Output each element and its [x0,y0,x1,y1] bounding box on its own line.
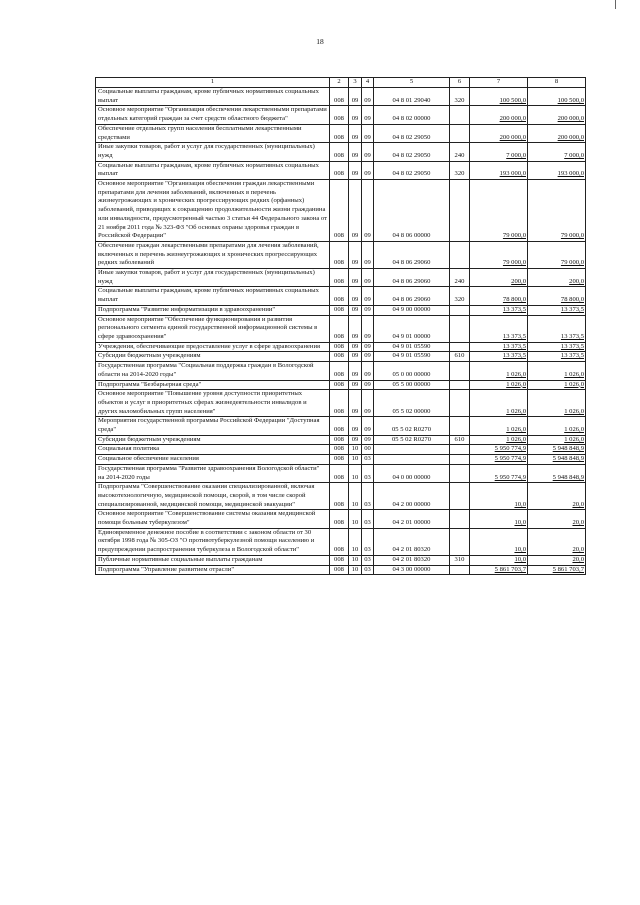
target-article-cell: 04 2 00 00000 [374,483,450,510]
row-name-cell: Подпрограмма "Совершенствование оказания специализированной, включая высокотехнологичную, медицинской помощи, скорой, в том числе скорой специализированной, медицинской помощи, медицинской эвакуации" [96,483,330,510]
row-name-cell: Основное мероприятие "Организация обеспечения лекарственными препаратами отдельных категорий граждан за счет средств областного бюджета" [96,106,330,124]
subsection-code-cell: 03 [362,510,374,528]
section-code-cell: 09 [349,241,362,268]
row-name-cell: Учреждения, обеспечивающие предоставление услуг в сфере здравоохранения [96,342,330,352]
amount-value: 20,0 [572,519,584,527]
amount-value: 1 026,0 [506,435,526,443]
target-article-cell: 04 3 00 00000 [374,565,450,575]
target-article-cell: 04 9 00 00000 [374,305,450,315]
grbs-code-cell: 008 [330,555,349,565]
expense-type-cell [450,362,470,380]
expense-type-cell: 310 [450,555,470,565]
subsection-code-cell: 09 [362,124,374,142]
row-name-cell: Социальное обеспечение населения [96,455,330,465]
expense-type-cell: 610 [450,352,470,362]
subsection-code-cell: 09 [362,315,374,342]
amount-value: 5 950 774,9 [494,445,526,453]
subsection-code-cell: 03 [362,565,374,575]
amount-year1-cell [470,464,528,482]
row-name-cell: Иные закупки товаров, работ и услуг для государственных (муниципальных) нужд [96,269,330,287]
amount-year2-cell [528,464,586,482]
row-name-cell: Мероприятия государственной программы Российской Федерации "Доступная среда" [96,417,330,435]
expense-type-cell: 320 [450,161,470,179]
target-article-cell: 04 2 01 80320 [374,528,450,555]
amount-value: 5 950 774,9 [494,455,526,463]
grbs-code-cell: 008 [330,455,349,465]
amount-year2-cell [528,305,586,315]
section-code-cell: 09 [349,88,362,106]
grbs-code-cell: 008 [330,510,349,528]
amount-value: 193 000,0 [557,170,584,178]
subsection-code-cell: 09 [362,161,374,179]
amount-value: 200 000,0 [499,115,526,123]
section-code-cell: 09 [349,287,362,305]
amount-value: 13 373,5 [560,352,584,360]
amount-year2-cell [528,315,586,342]
amount-year2-cell [528,269,586,287]
grbs-code-cell: 008 [330,88,349,106]
amount-year2-cell [528,565,586,575]
grbs-code-cell: 008 [330,380,349,390]
amount-value: 79 000,0 [560,259,584,267]
expense-type-cell [450,455,470,465]
table-row [96,380,586,390]
amount-year2-cell [528,455,586,465]
subsection-code-cell: 09 [362,143,374,161]
subsection-code-cell: 09 [362,88,374,106]
amount-year1-cell [470,352,528,362]
row-name-cell: Государственная программа "Социальная поддержка граждан в Вологодской области на 2014-2020 годы" [96,362,330,380]
amount-year1-cell [470,241,528,268]
header-cell: 3 [349,78,362,88]
expense-type-cell [450,445,470,455]
section-code-cell: 10 [349,483,362,510]
row-name-cell: Подпрограмма "Развитие информатизации в здравоохранении" [96,305,330,315]
table-row [96,305,586,315]
subsection-code-cell: 09 [362,241,374,268]
subsection-code-cell: 09 [362,380,374,390]
amount-value: 1 026,0 [506,370,526,378]
expense-type-cell [450,106,470,124]
section-code-cell: 10 [349,445,362,455]
target-article-cell: 05 5 02 R0270 [374,435,450,445]
page-number: 18 [316,37,324,46]
table-row [96,483,586,510]
amount-value: 79 000,0 [560,232,584,240]
target-article-cell: 04 2 01 00000 [374,510,450,528]
grbs-code-cell: 008 [330,143,349,161]
amount-value: 20,0 [572,555,584,563]
target-article-cell: 04 8 06 29060 [374,287,450,305]
grbs-code-cell: 008 [330,445,349,455]
amount-value: 13 373,5 [502,332,526,340]
amount-year2-cell [528,510,586,528]
expense-type-cell [450,483,470,510]
table-row [96,287,586,305]
header-cell: 4 [362,78,374,88]
amount-value: 1 026,0 [564,435,584,443]
header-cell: 6 [450,78,470,88]
expense-type-cell [450,464,470,482]
grbs-code-cell: 008 [330,342,349,352]
section-code-cell: 10 [349,455,362,465]
row-name-cell: Основное мероприятие "Повышение уровня доступности приоритетных объектов и услуг в приоритетных сферах жизнедеятельности инвалидов и других маломобильных групп населения" [96,390,330,417]
amount-value: 78 800,0 [502,296,526,304]
amount-year1-cell [470,565,528,575]
table-row [96,124,586,142]
grbs-code-cell: 008 [330,269,349,287]
target-article-cell: 05 0 00 00000 [374,362,450,380]
amount-year2-cell [528,528,586,555]
table-row [96,143,586,161]
expense-type-cell [450,305,470,315]
expense-type-cell [450,510,470,528]
subsection-code-cell: 09 [362,362,374,380]
amount-year2-cell [528,287,586,305]
table-row [96,510,586,528]
section-code-cell: 10 [349,528,362,555]
amount-value: 5 948 848,9 [552,455,584,463]
amount-value: 100 500,0 [499,96,526,104]
amount-year1-cell [470,362,528,380]
section-code-cell: 09 [349,352,362,362]
expense-type-cell: 610 [450,435,470,445]
amount-year2-cell [528,390,586,417]
table-row [96,565,586,575]
amount-year2-cell [528,435,586,445]
amount-year1-cell [470,435,528,445]
amount-year2-cell [528,143,586,161]
table-row [96,417,586,435]
amount-year2-cell [528,241,586,268]
table-body [96,88,586,575]
header-cell: 5 [374,78,450,88]
row-name-cell: Обеспечение отдельных групп населения бесплатными лекарственными средствами [96,124,330,142]
grbs-code-cell: 008 [330,362,349,380]
amount-year2-cell [528,555,586,565]
expense-type-cell: 240 [450,143,470,161]
section-code-cell: 09 [349,417,362,435]
amount-value: 1 026,0 [564,426,584,434]
amount-year1-cell [470,445,528,455]
table-row [96,390,586,417]
grbs-code-cell: 008 [330,483,349,510]
section-code-cell: 10 [349,565,362,575]
amount-value: 200 000,0 [557,115,584,123]
amount-year1-cell [470,106,528,124]
grbs-code-cell: 008 [330,417,349,435]
expense-type-cell: 240 [450,269,470,287]
amount-year2-cell [528,380,586,390]
grbs-code-cell: 008 [330,315,349,342]
row-name-cell: Социальные выплаты гражданам, кроме публичных нормативных социальных выплат [96,161,330,179]
grbs-code-cell: 008 [330,161,349,179]
target-article-cell [374,445,450,455]
header-cell: 8 [528,78,586,88]
amount-value: 200,0 [569,277,584,285]
amount-year2-cell [528,362,586,380]
amount-value: 13 373,5 [560,342,584,350]
table-row [96,161,586,179]
expense-type-cell: 320 [450,88,470,106]
subsection-code-cell: 09 [362,180,374,242]
amount-value: 5 950 774,9 [494,473,526,481]
target-article-cell: 04 8 06 29060 [374,241,450,268]
subsection-code-cell: 09 [362,417,374,435]
section-code-cell: 09 [349,269,362,287]
amount-value: 10,0 [514,546,526,554]
section-code-cell: 10 [349,464,362,482]
amount-value: 78 800,0 [560,296,584,304]
section-code-cell: 09 [349,362,362,380]
target-article-cell: 04 8 02 29050 [374,143,450,161]
amount-value: 7 000,0 [564,151,584,159]
expense-type-cell [450,565,470,575]
amount-value: 100 500,0 [557,96,584,104]
section-code-cell: 09 [349,315,362,342]
subsection-code-cell: 03 [362,483,374,510]
table-row [96,241,586,268]
subsection-code-cell: 03 [362,464,374,482]
grbs-code-cell: 008 [330,124,349,142]
expense-type-cell [450,380,470,390]
section-code-cell: 09 [349,390,362,417]
subsection-code-cell: 00 [362,445,374,455]
subsection-code-cell: 09 [362,287,374,305]
amount-value: 79 000,0 [502,232,526,240]
section-code-cell: 09 [349,143,362,161]
amount-value: 1 026,0 [506,380,526,388]
table-row [96,555,586,565]
page-corner-mark [615,0,616,9]
expense-type-cell: 320 [450,287,470,305]
grbs-code-cell: 008 [330,287,349,305]
row-name-cell: Обеспечение граждан лекарственными препаратами для лечения заболеваний, включенных в перечень жизнеугрожающих и хронических прогрессирующих редких заболеваний [96,241,330,268]
row-name-cell: Основное мероприятие "Организация обеспечения граждан лекарственными препаратами для лечения заболеваний, включенных в перечень жизнеугрожающих и хронических прогрессирующих редких (орфанных) заболеваний, приводящих к сокращению продолжительности жизни гражданина или инвалидности, предусмотренный частью 3 статьи 44 Федерального закона от 21 ноября 2011 года № 323-ФЗ "Об основах охраны здоровья граждан в Российской Федерации" [96,180,330,242]
amount-year1-cell [470,287,528,305]
expense-type-cell [450,315,470,342]
subsection-code-cell: 03 [362,555,374,565]
section-code-cell: 10 [349,510,362,528]
table-row [96,88,586,106]
amount-value: 5 948 848,9 [552,445,584,453]
amount-year1-cell [470,88,528,106]
header-row [96,78,586,88]
amount-year2-cell [528,417,586,435]
amount-value: 1 026,0 [564,380,584,388]
amount-year1-cell [470,269,528,287]
target-article-cell: 04 8 01 29040 [374,88,450,106]
amount-value: 20,0 [572,500,584,508]
amount-year1-cell [470,180,528,242]
grbs-code-cell: 008 [330,435,349,445]
amount-value: 1 026,0 [506,407,526,415]
subsection-code-cell: 09 [362,435,374,445]
amount-value: 1 026,0 [506,426,526,434]
section-code-cell: 09 [349,106,362,124]
section-code-cell: 09 [349,435,362,445]
amount-year1-cell [470,124,528,142]
expense-type-cell [450,342,470,352]
target-article-cell: 04 9 01 05590 [374,342,450,352]
subsection-code-cell: 09 [362,106,374,124]
table-row [96,269,586,287]
section-code-cell: 09 [349,380,362,390]
target-article-cell: 04 8 02 29050 [374,124,450,142]
row-name-cell: Социальная политика [96,445,330,455]
amount-year1-cell [470,390,528,417]
amount-value: 13 373,5 [502,352,526,360]
table-row [96,352,586,362]
amount-value: 1 026,0 [564,370,584,378]
target-article-cell: 04 2 01 80320 [374,555,450,565]
subsection-code-cell: 09 [362,342,374,352]
amount-year2-cell [528,106,586,124]
target-article-cell: 04 8 06 00000 [374,180,450,242]
row-name-cell: Социальные выплаты гражданам, кроме публичных нормативных социальных выплат [96,88,330,106]
amount-value: 10,0 [514,555,526,563]
grbs-code-cell: 008 [330,180,349,242]
target-article-cell: 04 8 06 29060 [374,269,450,287]
grbs-code-cell: 008 [330,241,349,268]
row-name-cell: Основное мероприятие "Совершенствование системы оказания медицинской помощи больным туберкулезом" [96,510,330,528]
target-article-cell: 05 5 00 00000 [374,380,450,390]
grbs-code-cell: 008 [330,565,349,575]
amount-value: 200,0 [511,277,526,285]
amount-year1-cell [470,342,528,352]
amount-value: 79 000,0 [502,259,526,267]
amount-year1-cell [470,380,528,390]
table-row [96,362,586,380]
table-row [96,435,586,445]
amount-value: 5 861 703,7 [552,565,584,573]
amount-value: 200 000,0 [499,133,526,141]
subsection-code-cell: 03 [362,455,374,465]
amount-value: 10,0 [514,519,526,527]
amount-year1-cell [470,510,528,528]
amount-value: 13 373,5 [502,305,526,313]
grbs-code-cell: 008 [330,305,349,315]
amount-value: 5 948 848,9 [552,473,584,481]
table-row [96,528,586,555]
amount-year2-cell [528,88,586,106]
amount-year2-cell [528,180,586,242]
amount-value: 13 373,5 [560,332,584,340]
amount-year1-cell [470,455,528,465]
amount-value: 20,0 [572,546,584,554]
section-code-cell: 09 [349,161,362,179]
row-name-cell: Социальные выплаты гражданам, кроме публичных нормативных социальных выплат [96,287,330,305]
table-row [96,342,586,352]
amount-year1-cell [470,305,528,315]
grbs-code-cell: 008 [330,464,349,482]
row-name-cell: Публичные нормативные социальные выплаты гражданам [96,555,330,565]
subsection-code-cell: 03 [362,528,374,555]
header-cell: 2 [330,78,349,88]
row-name-cell: Государственная программа "Развитие здравоохранения Вологодской области" на 2014-2020 годы [96,464,330,482]
amount-year1-cell [470,143,528,161]
section-code-cell: 09 [349,342,362,352]
grbs-code-cell: 008 [330,528,349,555]
target-article-cell: 05 5 02 00000 [374,390,450,417]
amount-year1-cell [470,161,528,179]
section-code-cell: 09 [349,305,362,315]
grbs-code-cell: 008 [330,106,349,124]
target-article-cell: 04 9 01 05590 [374,352,450,362]
expense-type-cell [450,417,470,435]
target-article-cell: 05 5 02 R0270 [374,417,450,435]
expense-type-cell [450,180,470,242]
row-name-cell: Субсидии бюджетным учреждениям [96,352,330,362]
amount-value: 13 373,5 [502,342,526,350]
expense-type-cell [450,528,470,555]
table-row [96,315,586,342]
budget-table [95,77,586,575]
expense-type-cell [450,241,470,268]
row-name-cell: Единовременное денежное пособие в соответствии с законом области от 30 октября 1998 года № 305-ОЗ "О противотуберкулезной помощи населению и предупреждении распространения туберкулеза в Вологодской области" [96,528,330,555]
row-name-cell: Подпрограмма "Безбарьерная среда" [96,380,330,390]
subsection-code-cell: 09 [362,269,374,287]
table-row [96,445,586,455]
amount-year2-cell [528,161,586,179]
subsection-code-cell: 09 [362,352,374,362]
amount-year1-cell [470,483,528,510]
amount-year2-cell [528,483,586,510]
row-name-cell: Основное мероприятие "Обеспечение функционирования и развития регионального сегмента единой государственной информационной системы в сфере здравоохранения" [96,315,330,342]
amount-value: 200 000,0 [557,133,584,141]
target-article-cell: 04 8 02 00000 [374,106,450,124]
amount-value: 193 000,0 [499,170,526,178]
target-article-cell: 04 0 00 00000 [374,464,450,482]
subsection-code-cell: 09 [362,390,374,417]
row-name-cell: Иные закупки товаров, работ и услуг для государственных (муниципальных) нужд [96,143,330,161]
table-row [96,106,586,124]
subsection-code-cell: 09 [362,305,374,315]
target-article-cell: 04 8 02 29050 [374,161,450,179]
amount-value: 1 026,0 [564,407,584,415]
table-row [96,180,586,242]
section-code-cell: 09 [349,180,362,242]
amount-year2-cell [528,352,586,362]
amount-year1-cell [470,417,528,435]
row-name-cell: Субсидии бюджетным учреждениям [96,435,330,445]
expense-type-cell [450,390,470,417]
header-cell: 7 [470,78,528,88]
header-cell: 1 [96,78,330,88]
target-article-cell [374,455,450,465]
amount-year2-cell [528,445,586,455]
expense-type-cell [450,124,470,142]
grbs-code-cell: 008 [330,390,349,417]
amount-year1-cell [470,315,528,342]
section-code-cell: 09 [349,124,362,142]
section-code-cell: 10 [349,555,362,565]
amount-year1-cell [470,555,528,565]
amount-year2-cell [528,124,586,142]
table-row [96,464,586,482]
amount-value: 13 373,5 [560,305,584,313]
amount-value: 5 861 703,7 [494,565,526,573]
amount-year2-cell [528,342,586,352]
grbs-code-cell: 008 [330,352,349,362]
amount-year1-cell [470,528,528,555]
row-name-cell: Подпрограмма "Управление развитием отрасли" [96,565,330,575]
target-article-cell: 04 9 01 00000 [374,315,450,342]
amount-value: 7 000,0 [506,151,526,159]
amount-value: 10,0 [514,500,526,508]
table-row [96,455,586,465]
